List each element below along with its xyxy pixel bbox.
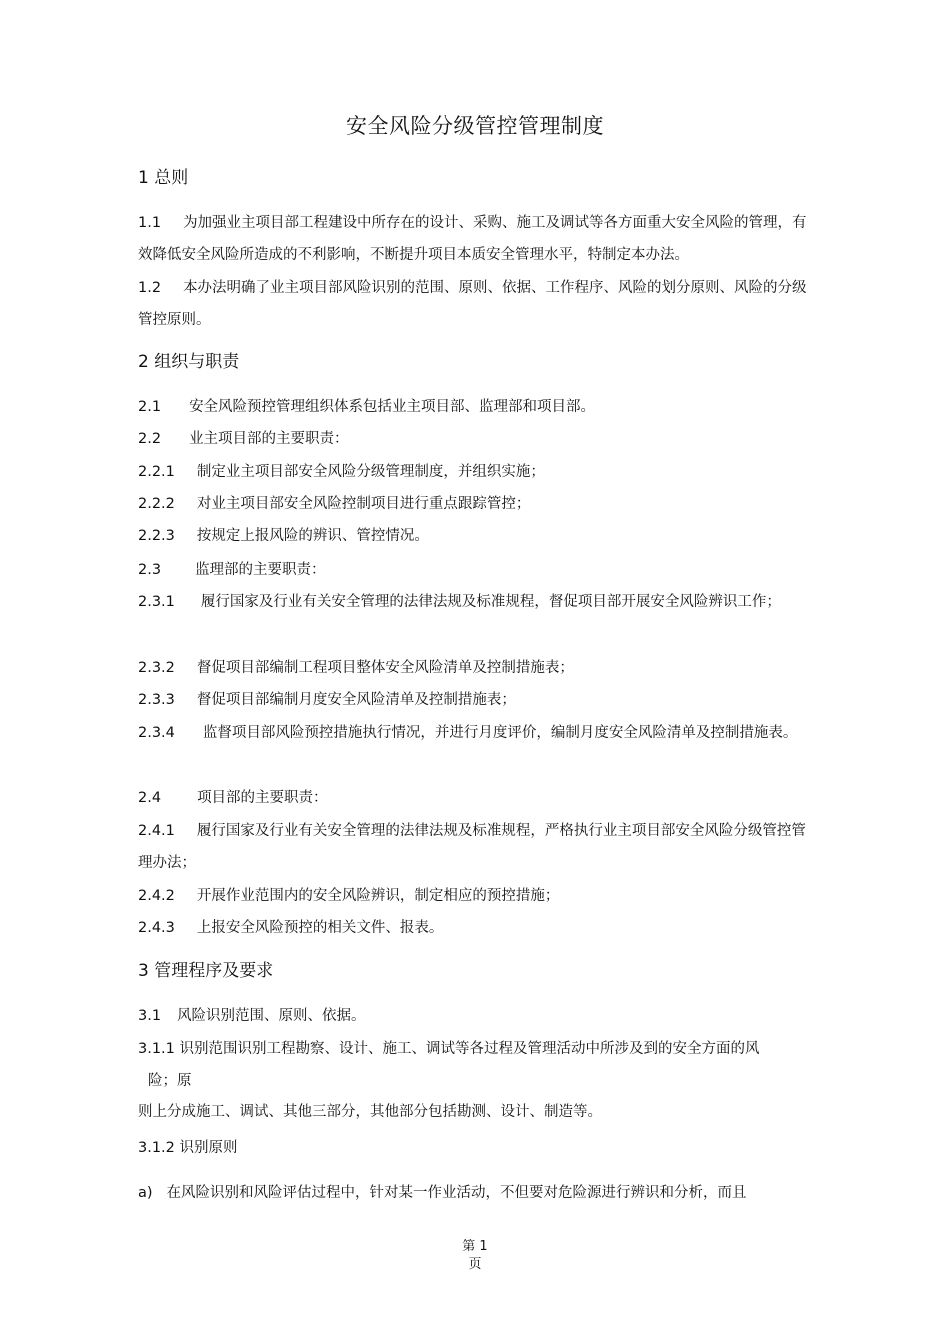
paragraph-2-2	[138, 423, 818, 455]
clause-text: 在风险识别和风险评估过程中，针对某一作业活动，不但要对危险源进行辨识和分析，而且	[166, 1185, 747, 1201]
clause-text-line: 险；原	[148, 1073, 192, 1089]
clause-number: 2.1	[138, 399, 162, 415]
clause-number: 2.3	[138, 562, 162, 578]
paragraph-a	[138, 1177, 818, 1209]
clause-text: 督促项目部编制月度安全风险清单及控制措施表；	[196, 692, 516, 708]
paragraph-3-1-2: 3.1.2 识别原则	[138, 1140, 238, 1156]
clause-number: 2.4.2	[138, 888, 175, 904]
page-number	[0, 1238, 950, 1274]
clause-number: 1.1	[138, 215, 162, 231]
section-heading-2: 2 组织与职责	[138, 352, 240, 372]
paragraph-2-4-1	[138, 815, 818, 879]
paragraph-2-4-2	[138, 880, 818, 912]
clause-number: 2.2	[138, 431, 162, 447]
document-title: 安全风险分级管控管理制度	[346, 114, 604, 138]
paragraph-1-2	[138, 272, 818, 336]
clause-text: 业主项目部的主要职责：	[189, 431, 349, 447]
paragraph-2-4-3	[138, 912, 818, 944]
clause-number: 2.2.1	[138, 464, 175, 480]
section-heading-1: 1 总则	[138, 168, 189, 188]
clause-number: a)	[138, 1185, 153, 1201]
clause-number: 3.1	[138, 1008, 162, 1024]
clause-text: 监督项目部风险预控措施执行情况，并进行月度评价，编制月度安全风险清单及控制措施表。	[202, 725, 798, 741]
paragraph-2-3-2	[138, 652, 818, 684]
page-number-line: 页	[468, 1257, 482, 1272]
paragraph-2-3-3	[138, 684, 818, 716]
paragraph-1-1	[138, 207, 818, 271]
clause-text: 按规定上报风险的辨识、管控情况。	[196, 528, 429, 544]
paragraph-2-4	[138, 782, 818, 814]
clause-text: 安全风险预控管理组织体系包括业主项目部、监理部和项目部。	[189, 399, 596, 415]
paragraph-3-1-1	[138, 1033, 818, 1097]
clause-text: 开展作业范围内的安全风险辨识，制定相应的预控措施；	[196, 888, 560, 904]
section-heading-3: 3 管理程序及要求	[138, 961, 274, 981]
clause-number: 2.3.4	[138, 725, 175, 741]
paragraph-2-2-3	[138, 520, 818, 552]
paragraph-2-2-2	[138, 488, 818, 520]
clause-text: 为加强业主项目部工程建设中所存在的设计、采购、施工及调试等各方面重大安全风险的管理，有效降低安全风险所造成的不利影响，不断提升项目本质安全管理水平，特制定本办法。	[138, 215, 807, 263]
clause-text: 对业主项目部安全风险控制项目进行重点跟踪管控；	[196, 496, 531, 512]
clause-text: 上报安全风险预控的相关文件、报表。	[196, 920, 444, 936]
paragraph-2-3	[138, 554, 818, 586]
clause-number: 2.4.1	[138, 823, 175, 839]
clause-number: 2.3.1	[138, 594, 175, 610]
paragraph-3-1-1-cont: 则上分成施工、调试、其他三部分，其他部分包括勘测、设计、制造等。	[138, 1104, 602, 1120]
clause-number: 2.4.3	[138, 920, 175, 936]
paragraph-2-2-1	[138, 456, 818, 488]
page-number-line: 第 1	[462, 1239, 488, 1254]
clause-number: 2.3.3	[138, 692, 175, 708]
clause-text: 监理部的主要职责：	[195, 562, 326, 578]
clause-text: 履行国家及行业有关安全管理的法律法规及标准规程，督促项目部开展安全风险辨识工作；	[200, 594, 781, 610]
clause-number: 2.4	[138, 790, 162, 806]
paragraph-2-3-1	[138, 586, 818, 618]
clause-text: 本办法明确了业主项目部风险识别的范围、原则、依据、工作程序、风险的划分原则、风险的分级管控原则。	[138, 280, 807, 328]
clause-text: 履行国家及行业有关安全管理的法律法规及标准规程，严格执行业主项目部安全风险分级管控管理办法；	[138, 823, 806, 871]
clause-text: 制定业主项目部安全风险分级管理制度，并组织实施；	[196, 464, 545, 480]
clause-text: 督促项目部编制工程项目整体安全风险清单及控制措施表；	[196, 660, 574, 676]
paragraph-2-1	[138, 391, 818, 423]
clause-number: 2.3.2	[138, 660, 175, 676]
clause-number: 2.2.3	[138, 528, 175, 544]
clause-number: 1.2	[138, 280, 162, 296]
clause-text: 风险识别范围、原则、依据。	[177, 1008, 366, 1024]
clause-text: 项目部的主要职责：	[197, 790, 328, 806]
paragraph-3-1	[138, 1000, 818, 1032]
paragraph-2-3-4	[138, 717, 818, 749]
clause-text-line: 3.1.1 识别范围识别工程勘察、设计、施工、调试等各过程及管理活动中所涉及到的安全方面的风	[138, 1041, 760, 1057]
clause-number: 2.2.2	[138, 496, 175, 512]
